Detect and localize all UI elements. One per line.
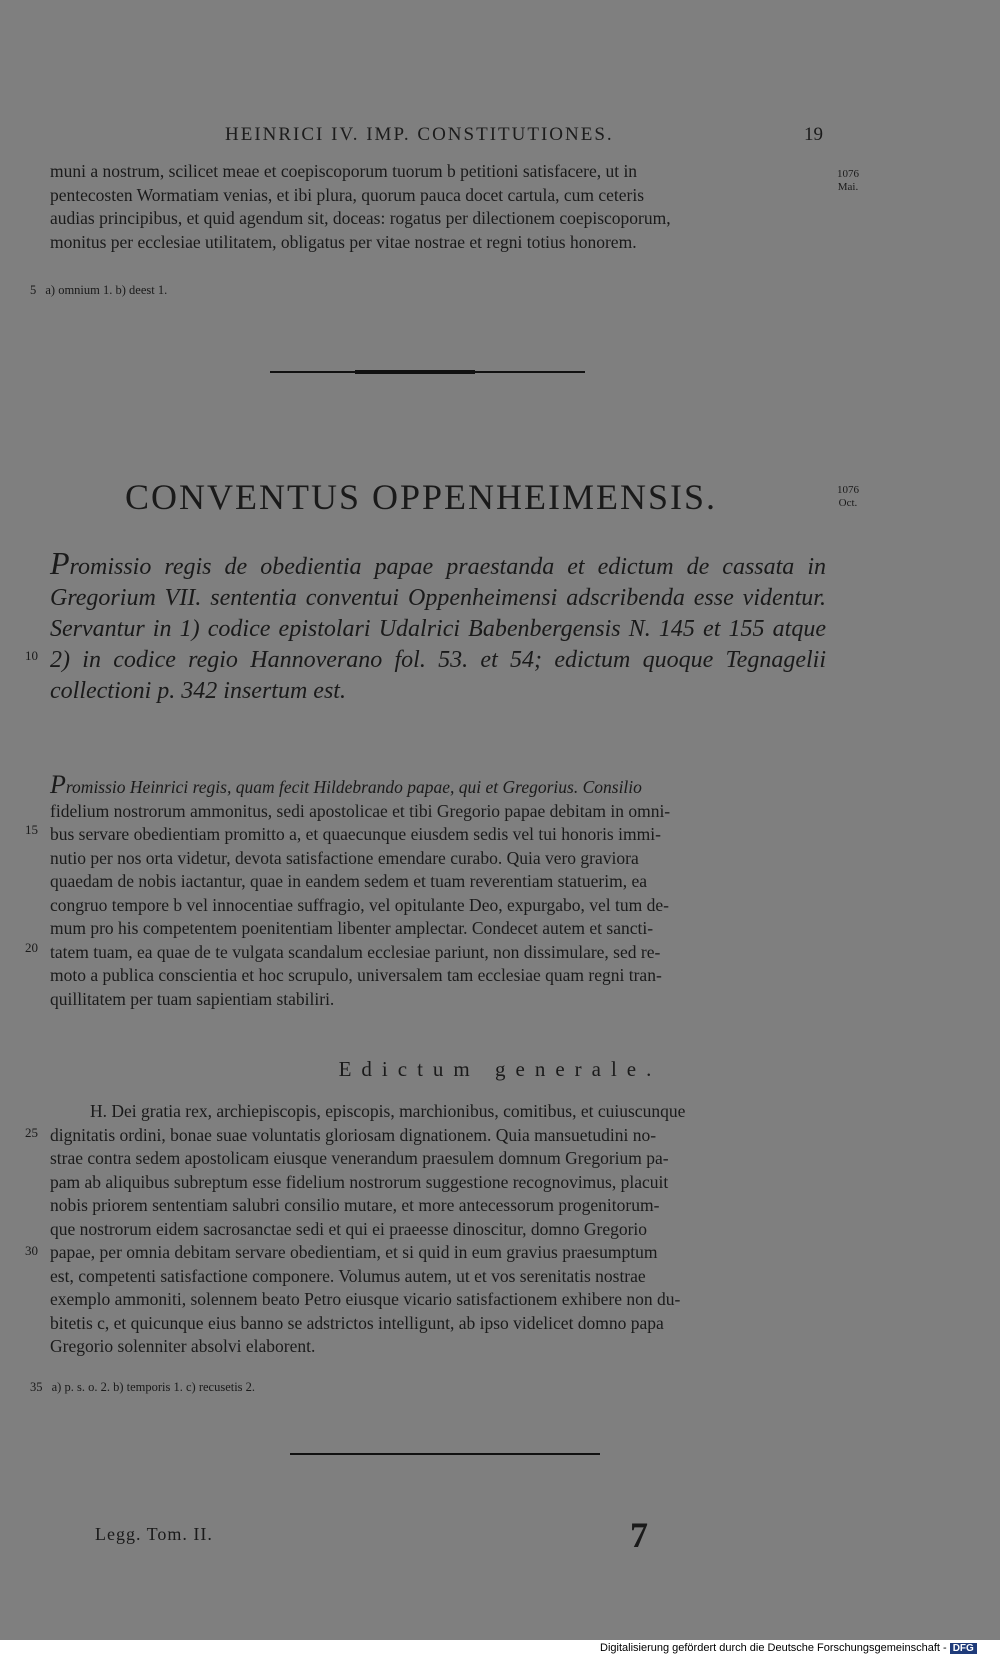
margin-year: 1076: [837, 484, 859, 496]
line-number: 5: [30, 283, 37, 297]
credit-text: Digitalisierung gefördert durch die Deutsche Forschungsgemeinschaft -: [600, 1642, 947, 1654]
promissio-paragraph: [50, 770, 826, 1011]
text-line: est, competenti satisfactione componere. Volumus autem, ut et vos serenitatis nostrae: [50, 1265, 646, 1286]
text-line: moto a publica conscientia et hoc scrupulo, universalem tam ecclesiae quam regni tran-: [50, 965, 662, 985]
line-number: 15: [25, 822, 38, 837]
line-number: 25: [25, 1125, 38, 1140]
text-line: Gregorio solenniter absolvi elaborent.: [50, 1336, 316, 1356]
text-line: tatem tuam, ea quae de te vulgata scandalum ecclesiae pariunt, non dissimulare, sed re-: [50, 941, 661, 962]
footnote-bottom: [30, 1380, 255, 1395]
footnote-text: a) omnium 1. b) deest 1.: [45, 283, 168, 297]
divider-rule-center: [355, 370, 475, 374]
text-line-content: romissio Heinrici regis, quam fecit Hildebrando papae, qui et Gregorius. Consilio: [65, 777, 642, 797]
text-line: que nostrorum eidem sacrosanctae sedi et qui ei praeesse dinoscitur, domno Gregorio: [50, 1218, 648, 1239]
text-line: muni a nostrum, scilicet meae et coepiscoporum tuorum b petitioni satisfacere, ut in: [50, 161, 638, 181]
drop-cap: P: [50, 545, 70, 581]
text-line: papae, per omnia debitam servare obedientiam, et si quid in eum gravius praesumptum: [50, 1242, 658, 1262]
text-line: nutio per nos orta videtur, devota satisfactione emendare curabo. Quia vero graviora: [50, 847, 639, 868]
intro-paragraph: [50, 545, 826, 707]
text-line: [50, 770, 826, 800]
section-heading: Edictum generale.: [338, 1057, 662, 1081]
footnote-text: a) p. s. o. 2. b) temporis 1. c) recusetis 2.: [51, 1380, 256, 1394]
text-line: audias principibus, et quid agendum sit, doceas: rogatus per dilectionem coepiscoporum,: [50, 208, 671, 228]
digitization-credit: [600, 1642, 977, 1654]
text-line: nobis priorem sententiam salubri consilio mutare, et more antecessorum progenitorum-: [50, 1195, 660, 1215]
dfg-logo: DFG: [950, 1643, 977, 1654]
text-line: bus servare obedientiam promitto a, et quaecunque eiusdem sedis vel tui honoris immi-: [50, 824, 661, 844]
text-line: mum pro his competentem poenitentiam libenter amplectar. Condecet autem et sancti-: [50, 918, 654, 938]
footnote-top: [30, 283, 167, 298]
margin-month: Oct.: [838, 497, 858, 509]
line-number: 30: [25, 1243, 38, 1258]
text-line: strae contra sedem apostolicam eiusque venerandum praesulem domnum Gregorium pa-: [50, 1148, 669, 1168]
margin-date-title: [828, 484, 868, 510]
text-line: monitus per ecclesiae utilitatem, obligatus per vitae nostrae et regni totius honorem.: [50, 231, 637, 252]
text-line: quillitatem per tuam sapientiam stabiliri.: [50, 988, 335, 1009]
running-title: HEINRICI IV. IMP. CONSTITUTIONES.: [225, 124, 614, 145]
edictum-paragraph: [50, 1100, 826, 1359]
margin-date-top: [828, 168, 868, 194]
text-line: dignitatis ordini, bonae suae voluntatis gloriosam dignationem. Quia mansuetudini no-: [50, 1124, 657, 1145]
intro-text: romissio regis de obedientia papae praestanda et edictum de cassata in Gregorium VII. sententia conventui Oppenheimensi adscribenda esse videntur. Servantur in 1) codice epistolari Udalrici Babenbergensis N. 145 et 155 atque 2) in codice regio Hannoverano fol. 53. et 54; edictum quoque Tegnagelii collectioni p. 342 insertum est.: [50, 554, 826, 704]
text-line: exemplo ammoniti, solennem beato Petro eiusque vicario satisfactionem exhibere non du-: [50, 1289, 681, 1309]
margin-year: 1076: [837, 168, 859, 180]
line-number: 20: [25, 940, 38, 955]
top-paragraph: [50, 160, 826, 254]
line-number: 35: [30, 1380, 43, 1394]
drop-cap: P: [50, 770, 66, 799]
page-title: CONVENTUS OPPENHEIMENSIS.: [125, 477, 718, 517]
divider-rule: [290, 1453, 600, 1455]
text-line: pam ab aliquibus subreptum esse fidelium nostrorum suggestione recognovimus, placuit: [50, 1171, 669, 1192]
signature-mark: 7: [630, 1515, 648, 1555]
line-number: 10: [25, 648, 38, 663]
text-line: bitetis c, et quicunque eius banno se adstrictos intelligunt, ab ipso videlicet domno papa: [50, 1312, 664, 1333]
page-number: 19: [804, 124, 823, 145]
volume-label: Legg. Tom. II.: [95, 1524, 213, 1544]
margin-month: Mai.: [837, 181, 859, 193]
text-line: quaedam de nobis iactantur, quae in eandem sedem et tuam reverentiam statuerim, ea: [50, 871, 647, 891]
text-line: fidelium nostrorum ammonitus, sedi apostolicae et tibi Gregorio papae debitam in omni-: [50, 800, 671, 821]
text-line: congruo tempore b vel innocentiae suffragio, vel opitulante Deo, expurgabo, vel tum de-: [50, 894, 669, 915]
text-line: pentecosten Wormatiam venias, et ibi plura, quorum pauca docet cartula, cum ceteris: [50, 184, 645, 205]
text-line: H. Dei gratia rex, archiepiscopis, episcopis, marchionibus, comitibus, et cuiuscunque: [90, 1101, 686, 1121]
